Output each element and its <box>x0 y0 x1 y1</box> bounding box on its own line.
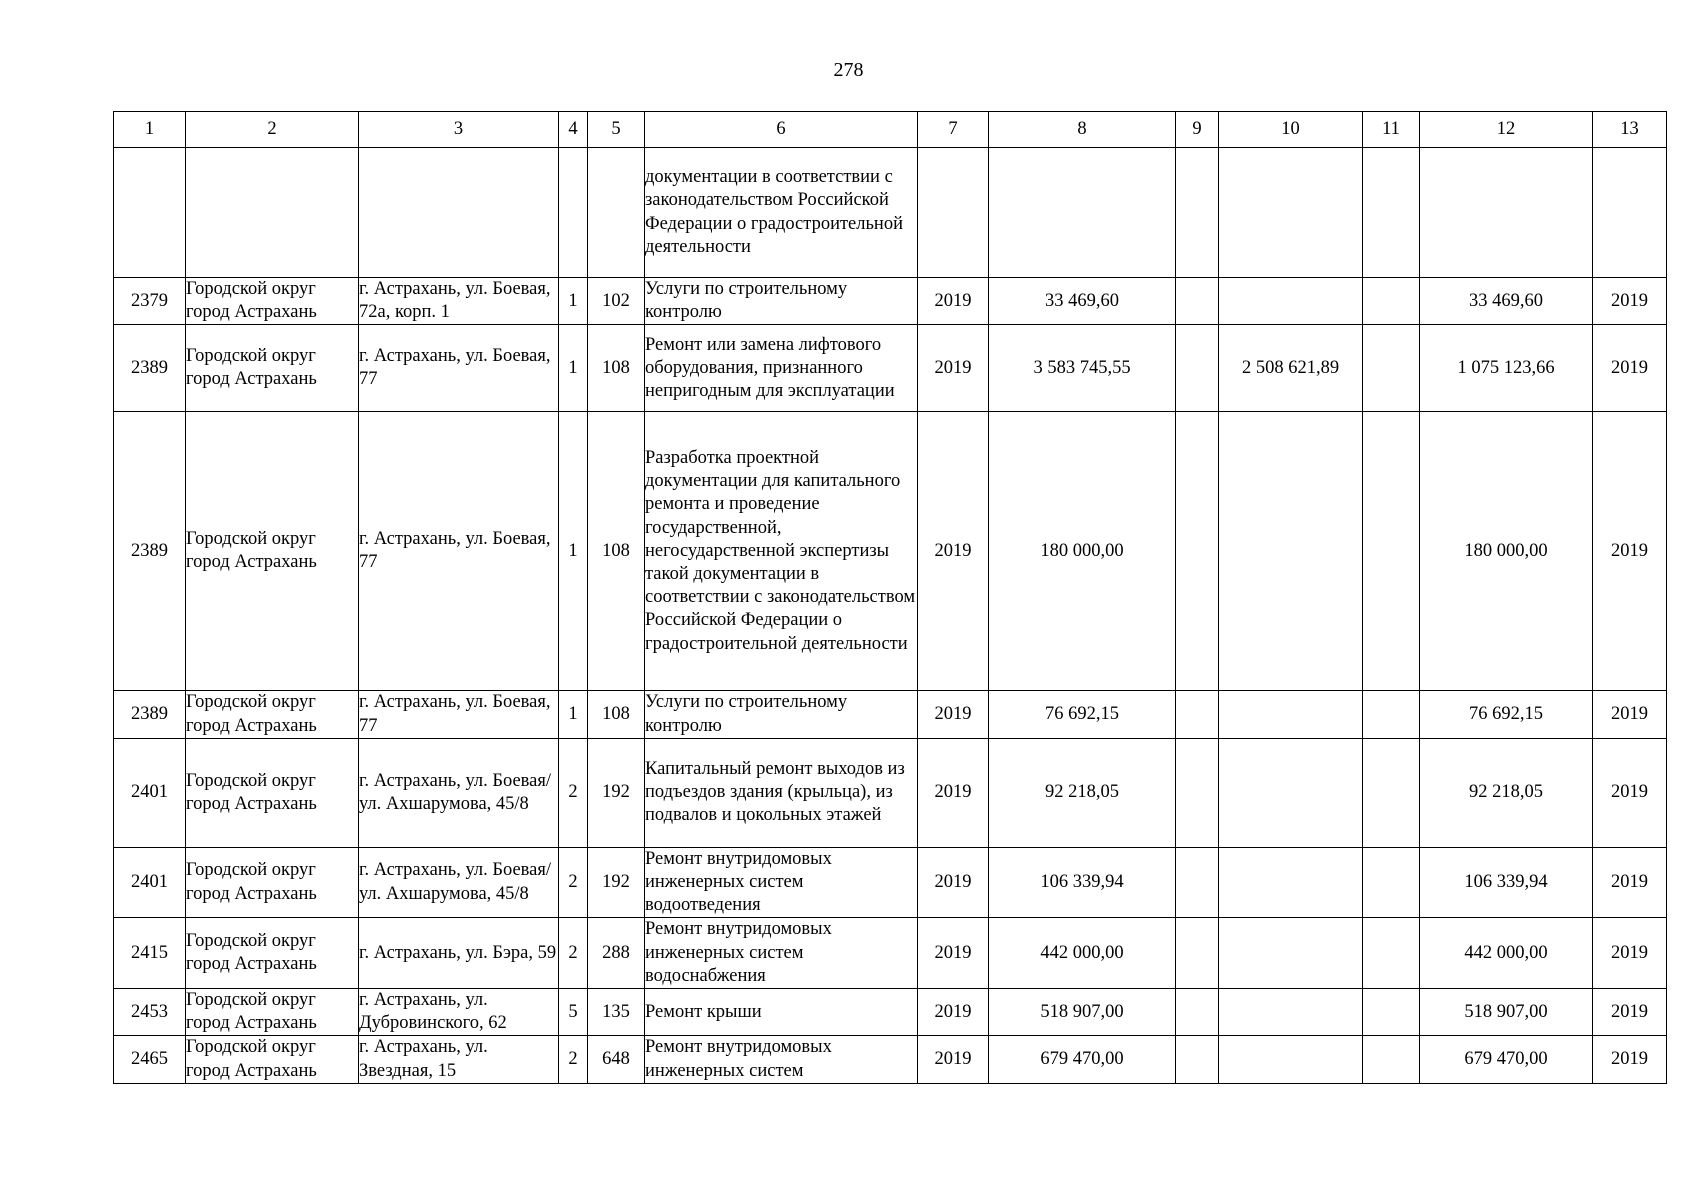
cell-year: 2019 <box>918 278 989 325</box>
cell-col10 <box>1219 918 1363 989</box>
cell-col9 <box>1176 325 1219 412</box>
cell-col12: 92 218,05 <box>1420 738 1593 847</box>
cell-address: г. Астрахань, ул. Звездная, 15 <box>359 1036 559 1083</box>
cell-col5: 648 <box>588 1036 645 1083</box>
cell-col10 <box>1219 691 1363 738</box>
cell-col13: 2019 <box>1593 918 1667 989</box>
cell-municipality: Городской округ город Астрахань <box>186 918 359 989</box>
cell-col11 <box>1363 325 1420 412</box>
cell-year: 2019 <box>918 738 989 847</box>
cell-municipality: Городской округ город Астрахань <box>186 847 359 918</box>
cell-work-type: Ремонт или замена лифтового оборудования, признанного непригодным для эксплуатации <box>645 325 918 412</box>
header-row <box>114 112 1667 148</box>
cell-col13: 2019 <box>1593 989 1667 1036</box>
cell-col4 <box>559 148 588 278</box>
cell-col12: 180 000,00 <box>1420 412 1593 691</box>
cell-total-cost: 518 907,00 <box>989 989 1176 1036</box>
column-header: 7 <box>918 112 989 148</box>
cell-total-cost: 76 692,15 <box>989 691 1176 738</box>
cell-address: г. Астрахань, ул. Боевая, 77 <box>359 412 559 691</box>
column-header: 3 <box>359 112 559 148</box>
cell-total-cost: 679 470,00 <box>989 1036 1176 1083</box>
table-row <box>114 918 1667 989</box>
cell-id: 2389 <box>114 412 186 691</box>
cell-col5: 192 <box>588 847 645 918</box>
cell-col9 <box>1176 691 1219 738</box>
cell-col11 <box>1363 691 1420 738</box>
cell-col10 <box>1219 148 1363 278</box>
cell-work-type: Разработка проектной документации для капитального ремонта и проведение государственной, негосударственной экспертизы такой документации в соответствии с законодательством Российской Федерации о градостроительной деятельности <box>645 412 918 691</box>
cell-id: 2401 <box>114 738 186 847</box>
cell-col4: 2 <box>559 738 588 847</box>
column-header: 5 <box>588 112 645 148</box>
cell-address: г. Астрахань, ул. Бэра, 59 <box>359 918 559 989</box>
cell-col11 <box>1363 412 1420 691</box>
column-header: 10 <box>1219 112 1363 148</box>
cell-col13: 2019 <box>1593 325 1667 412</box>
cell-col10 <box>1219 847 1363 918</box>
cell-col13 <box>1593 148 1667 278</box>
cell-id: 2401 <box>114 847 186 918</box>
column-header: 12 <box>1420 112 1593 148</box>
cell-col5: 108 <box>588 325 645 412</box>
cell-work-type: Ремонт внутридомовых инженерных систем водоснабжения <box>645 918 918 989</box>
cell-col4: 5 <box>559 989 588 1036</box>
cell-col5 <box>588 148 645 278</box>
cell-col9 <box>1176 1036 1219 1083</box>
cell-year: 2019 <box>918 1036 989 1083</box>
cell-municipality: Городской округ город Астрахань <box>186 412 359 691</box>
cell-col12: 106 339,94 <box>1420 847 1593 918</box>
cell-municipality: Городской округ город Астрахань <box>186 325 359 412</box>
cell-col12: 76 692,15 <box>1420 691 1593 738</box>
cell-municipality: Городской округ город Астрахань <box>186 1036 359 1083</box>
table-row <box>114 691 1667 738</box>
column-header: 11 <box>1363 112 1420 148</box>
cell-col11 <box>1363 847 1420 918</box>
cell-col9 <box>1176 148 1219 278</box>
cell-col11 <box>1363 918 1420 989</box>
cell-work-type: Капитальный ремонт выходов из подъездов здания (крыльца), из подвалов и цокольных этажей <box>645 738 918 847</box>
cell-address: г. Астрахань, ул. Дубровинского, 62 <box>359 989 559 1036</box>
cell-year: 2019 <box>918 847 989 918</box>
cell-col9 <box>1176 278 1219 325</box>
column-header: 13 <box>1593 112 1667 148</box>
cell-col12 <box>1420 148 1593 278</box>
table-row <box>114 325 1667 412</box>
cell-col13: 2019 <box>1593 691 1667 738</box>
cell-col9 <box>1176 847 1219 918</box>
table-row <box>114 738 1667 847</box>
cell-col12: 518 907,00 <box>1420 989 1593 1036</box>
cell-work-type: Ремонт крыши <box>645 989 918 1036</box>
cell-total-cost <box>989 148 1176 278</box>
cell-col10 <box>1219 278 1363 325</box>
page-number: 278 <box>833 59 864 81</box>
cell-id: 2379 <box>114 278 186 325</box>
cell-col11 <box>1363 1036 1420 1083</box>
column-header: 6 <box>645 112 918 148</box>
column-header: 9 <box>1176 112 1219 148</box>
table-row <box>114 412 1667 691</box>
cell-year: 2019 <box>918 691 989 738</box>
cell-address: г. Астрахань, ул. Боевая, 77 <box>359 325 559 412</box>
cell-work-type: документации в соответствии с законодательством Российской Федерации о градостроительной деятельности <box>645 148 918 278</box>
table-row <box>114 148 1667 278</box>
cell-address: г. Астрахань, ул. Боевая/ ул. Ахшарумова, 45/8 <box>359 847 559 918</box>
cell-address <box>359 148 559 278</box>
cell-total-cost: 180 000,00 <box>989 412 1176 691</box>
cell-col10 <box>1219 989 1363 1036</box>
cell-col4: 2 <box>559 1036 588 1083</box>
cell-col10 <box>1219 412 1363 691</box>
cell-col12: 679 470,00 <box>1420 1036 1593 1083</box>
cell-col5: 108 <box>588 412 645 691</box>
cell-col11 <box>1363 278 1420 325</box>
cell-id <box>114 148 186 278</box>
cell-col13: 2019 <box>1593 1036 1667 1083</box>
cell-col9 <box>1176 989 1219 1036</box>
cell-col11 <box>1363 989 1420 1036</box>
column-header: 2 <box>186 112 359 148</box>
cell-col12: 1 075 123,66 <box>1420 325 1593 412</box>
cell-municipality <box>186 148 359 278</box>
cell-id: 2389 <box>114 325 186 412</box>
cell-municipality: Городской округ город Астрахань <box>186 989 359 1036</box>
column-header: 1 <box>114 112 186 148</box>
cell-year: 2019 <box>918 325 989 412</box>
cell-id: 2465 <box>114 1036 186 1083</box>
cell-col5: 108 <box>588 691 645 738</box>
cell-col10 <box>1219 738 1363 847</box>
cell-col5: 135 <box>588 989 645 1036</box>
cell-col4: 2 <box>559 847 588 918</box>
cell-col11 <box>1363 148 1420 278</box>
cell-col10: 2 508 621,89 <box>1219 325 1363 412</box>
table-row <box>114 1036 1667 1083</box>
cell-work-type: Услуги по строительному контролю <box>645 278 918 325</box>
capital-repair-table <box>113 111 1667 1084</box>
table-row <box>114 847 1667 918</box>
table-row <box>114 989 1667 1036</box>
cell-col12: 442 000,00 <box>1420 918 1593 989</box>
cell-address: г. Астрахань, ул. Боевая, 72а, корп. 1 <box>359 278 559 325</box>
cell-col4: 1 <box>559 691 588 738</box>
cell-col13: 2019 <box>1593 412 1667 691</box>
cell-col13: 2019 <box>1593 738 1667 847</box>
cell-year: 2019 <box>918 918 989 989</box>
cell-col4: 1 <box>559 278 588 325</box>
cell-col5: 192 <box>588 738 645 847</box>
cell-work-type: Ремонт внутридомовых инженерных систем <box>645 1036 918 1083</box>
cell-id: 2389 <box>114 691 186 738</box>
cell-total-cost: 33 469,60 <box>989 278 1176 325</box>
cell-col4: 2 <box>559 918 588 989</box>
cell-col13: 2019 <box>1593 278 1667 325</box>
column-header: 8 <box>989 112 1176 148</box>
cell-municipality: Городской округ город Астрахань <box>186 738 359 847</box>
cell-work-type: Ремонт внутридомовых инженерных систем водоотведения <box>645 847 918 918</box>
cell-address: г. Астрахань, ул. Боевая, 77 <box>359 691 559 738</box>
cell-col9 <box>1176 918 1219 989</box>
cell-col12: 33 469,60 <box>1420 278 1593 325</box>
cell-col5: 288 <box>588 918 645 989</box>
cell-work-type: Услуги по строительному контролю <box>645 691 918 738</box>
cell-col9 <box>1176 412 1219 691</box>
cell-year: 2019 <box>918 412 989 691</box>
cell-municipality: Городской округ город Астрахань <box>186 278 359 325</box>
cell-municipality: Городской округ город Астрахань <box>186 691 359 738</box>
cell-col5: 102 <box>588 278 645 325</box>
cell-col4: 1 <box>559 325 588 412</box>
cell-total-cost: 92 218,05 <box>989 738 1176 847</box>
cell-total-cost: 3 583 745,55 <box>989 325 1176 412</box>
cell-total-cost: 442 000,00 <box>989 918 1176 989</box>
cell-total-cost: 106 339,94 <box>989 847 1176 918</box>
cell-year <box>918 148 989 278</box>
cell-id: 2415 <box>114 918 186 989</box>
cell-col13: 2019 <box>1593 847 1667 918</box>
cell-col11 <box>1363 738 1420 847</box>
cell-col9 <box>1176 738 1219 847</box>
cell-year: 2019 <box>918 989 989 1036</box>
cell-col10 <box>1219 1036 1363 1083</box>
cell-address: г. Астрахань, ул. Боевая/ ул. Ахшарумова, 45/8 <box>359 738 559 847</box>
column-header: 4 <box>559 112 588 148</box>
cell-id: 2453 <box>114 989 186 1036</box>
cell-col4: 1 <box>559 412 588 691</box>
table-row <box>114 278 1667 325</box>
